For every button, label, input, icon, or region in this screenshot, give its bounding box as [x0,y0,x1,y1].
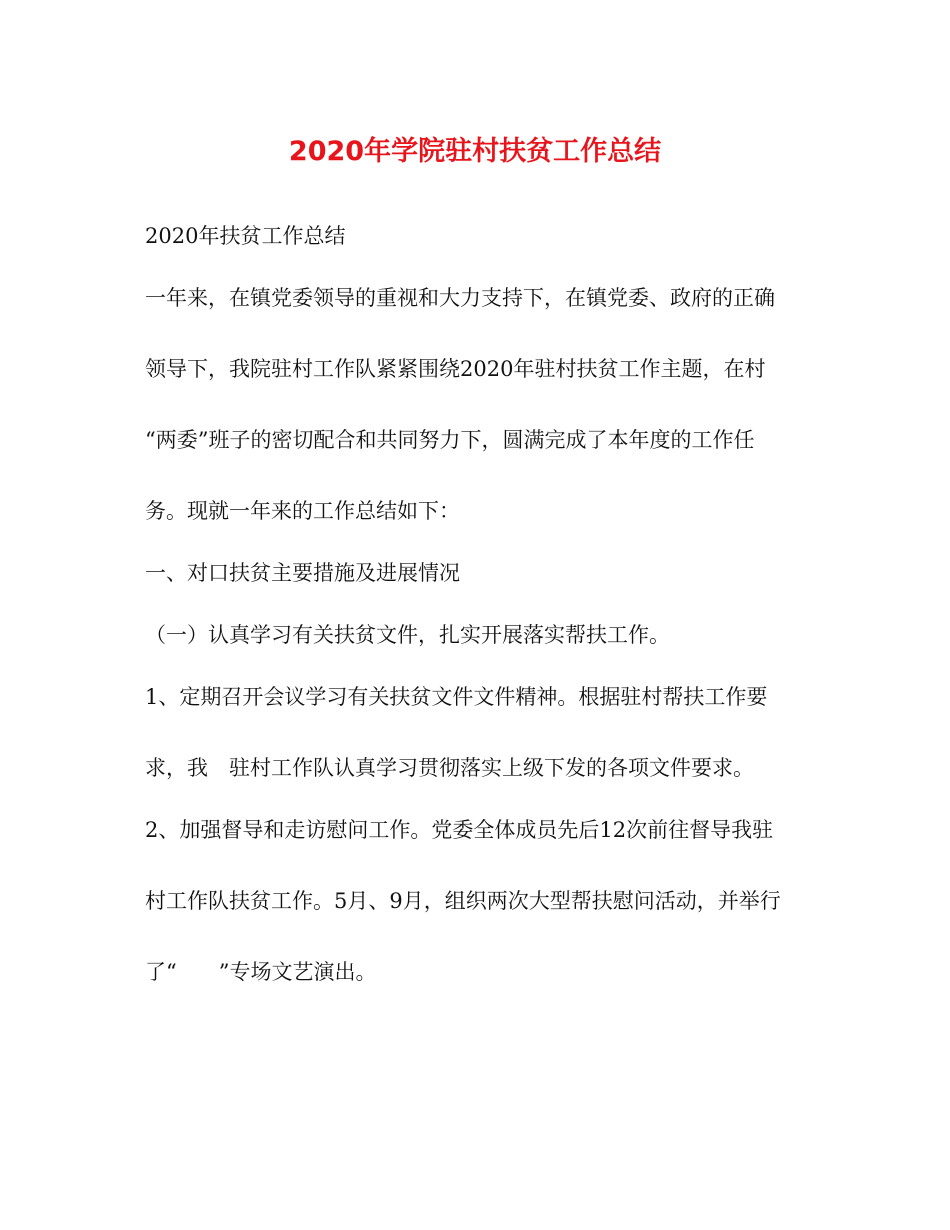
paragraph-line: “两委”班子的密切配合和共同努力下，圆满完成了本年度的工作任 [145,428,755,452]
paragraph-line: 一年来，在镇党委领导的重视和大力支持下，在镇党委、政府的正确 [145,286,775,310]
paragraph-line: 了“ ”专场文艺演出。 [145,960,377,984]
paragraph-line: 1、定期召开会议学习有关扶贫文件文件精神。根据驻村帮扶工作要 [145,685,768,709]
paragraph-line: 领导下，我院驻村工作队紧紧围绕2020年驻村扶贫工作主题，在村 [145,357,766,381]
subsection-heading: （一）认真学习有关扶贫文件，扎实开展落实帮扶工作。 [145,623,670,647]
paragraph-line: 务。现就一年来的工作总结如下： [145,499,460,523]
paragraph-line: 村工作队扶贫工作。5月、9月，组织两次大型帮扶慰问活动，并举行 [145,889,781,913]
document-title: 2020年学院驻村扶贫工作总结 [288,136,662,167]
subtitle-line: 2020年扶贫工作总结 [145,224,346,248]
section-heading: 一、对口扶贫主要措施及进展情况 [145,561,460,585]
paragraph-line: 2、加强督导和走访慰问工作。党委全体成员先后12次前往督导我驻 [145,818,774,842]
paragraph-line: 求，我 驻村工作队认真学习贯彻落实上级下发的各项文件要求。 [145,756,754,780]
